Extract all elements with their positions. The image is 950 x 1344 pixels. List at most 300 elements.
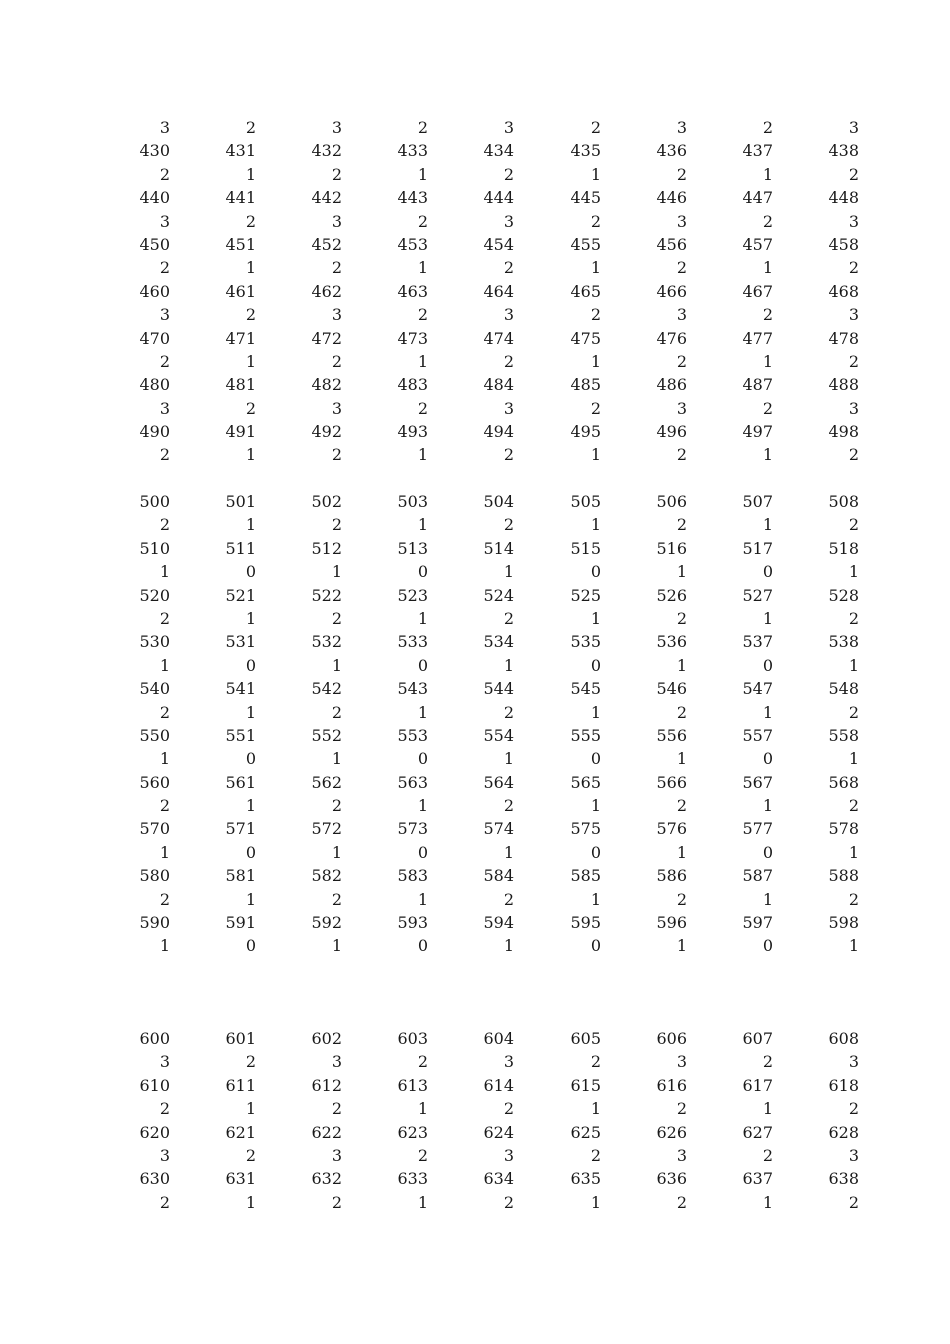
table-cell: 1	[590, 445, 601, 465]
table-cell: 506	[656, 492, 687, 511]
table-row	[0, 724, 950, 747]
table-cell: 521	[225, 585, 256, 605]
table-row	[0, 1191, 950, 1214]
table-cell: 1	[762, 1099, 773, 1119]
table-cell: 455	[570, 234, 601, 254]
table-cell: 520	[139, 585, 170, 605]
table-cell: 2	[159, 1192, 170, 1212]
table-cell: 453	[397, 234, 428, 254]
table-cell: 1	[503, 842, 514, 862]
table-cell: 1	[590, 796, 601, 816]
table-cell: 535	[570, 632, 601, 652]
table-cell: 578	[828, 819, 859, 839]
table-cell: 2	[590, 305, 601, 325]
table-cell: 2	[159, 796, 170, 816]
table-cell: 1	[331, 936, 342, 956]
table-cell: 510	[139, 538, 170, 558]
table-cell: 507	[742, 492, 773, 511]
table-cell: 2	[331, 608, 342, 628]
table-cell: 522	[311, 585, 342, 605]
table-cell: 0	[245, 936, 256, 956]
table-cell: 1	[245, 351, 256, 371]
table-cell: 444	[483, 188, 514, 208]
table-cell: 618	[828, 1075, 859, 1095]
table-cell: 2	[676, 702, 687, 722]
table-cell: 1	[331, 749, 342, 769]
table-cell: 594	[483, 913, 514, 933]
table-cell: 3	[848, 118, 859, 137]
table-cell: 532	[311, 632, 342, 652]
table-cell: 611	[225, 1075, 256, 1095]
table-cell: 1	[245, 889, 256, 909]
table-cell: 2	[762, 1052, 773, 1072]
table-cell: 442	[311, 188, 342, 208]
table-cell: 604	[483, 1029, 514, 1048]
table-cell: 430	[139, 141, 170, 161]
table-cell: 1	[159, 655, 170, 675]
table-row	[0, 397, 950, 420]
table-row	[0, 1097, 950, 1120]
table-cell: 573	[397, 819, 428, 839]
table-row	[0, 186, 950, 209]
table-cell: 536	[656, 632, 687, 652]
table-cell: 575	[570, 819, 601, 839]
table-cell: 634	[483, 1169, 514, 1189]
table-cell: 2	[417, 1145, 428, 1165]
table-cell: 0	[762, 842, 773, 862]
table-cell: 451	[225, 234, 256, 254]
table-cell: 463	[397, 281, 428, 301]
table-cell: 474	[483, 328, 514, 348]
table-cell: 480	[139, 375, 170, 395]
table-cell: 2	[848, 445, 859, 465]
table-cell: 588	[828, 866, 859, 886]
table-cell: 581	[225, 866, 256, 886]
table-cell: 1	[590, 1099, 601, 1119]
table-cell: 1	[503, 562, 514, 582]
table-cell: 0	[762, 749, 773, 769]
table-cell: 462	[311, 281, 342, 301]
table-cell: 613	[397, 1075, 428, 1095]
table-cell: 580	[139, 866, 170, 886]
table-cell: 512	[311, 538, 342, 558]
table-cell: 482	[311, 375, 342, 395]
table-cell: 493	[397, 422, 428, 442]
table-cell: 2	[503, 1099, 514, 1119]
table-cell: 568	[828, 772, 859, 792]
table-cell: 597	[742, 913, 773, 933]
table-cell: 500	[139, 492, 170, 511]
table-cell: 2	[503, 889, 514, 909]
table-cell: 1	[417, 702, 428, 722]
table-cell: 1	[159, 842, 170, 862]
table-row	[0, 701, 950, 724]
table-cell: 2	[245, 211, 256, 231]
table-row	[0, 794, 950, 817]
table-cell: 582	[311, 866, 342, 886]
table-cell: 1	[417, 889, 428, 909]
table-cell: 3	[848, 211, 859, 231]
table-cell: 591	[225, 913, 256, 933]
table-cell: 1	[245, 445, 256, 465]
table-cell: 1	[417, 796, 428, 816]
table-cell: 3	[159, 1052, 170, 1072]
table-cell: 461	[225, 281, 256, 301]
table-cell: 2	[676, 515, 687, 535]
table-cell: 1	[676, 655, 687, 675]
table-cell: 3	[848, 1052, 859, 1072]
table-cell: 505	[570, 492, 601, 511]
table-cell: 1	[503, 936, 514, 956]
table-cell: 2	[159, 515, 170, 535]
table-row	[0, 654, 950, 677]
table-cell: 2	[848, 515, 859, 535]
table-row	[0, 817, 950, 840]
table-cell: 2	[503, 515, 514, 535]
table-cell: 585	[570, 866, 601, 886]
table-cell: 1	[848, 562, 859, 582]
table-cell: 558	[828, 725, 859, 745]
table-row	[0, 327, 950, 350]
table-cell: 464	[483, 281, 514, 301]
table-cell: 0	[590, 842, 601, 862]
table-cell: 2	[159, 702, 170, 722]
table-cell: 0	[762, 655, 773, 675]
table-cell: 2	[590, 118, 601, 137]
table-cell: 0	[762, 936, 773, 956]
number-block-3	[0, 1027, 950, 1214]
table-cell: 543	[397, 679, 428, 699]
table-row	[0, 841, 950, 864]
table-cell: 2	[676, 608, 687, 628]
table-cell: 2	[417, 1052, 428, 1072]
table-cell: 431	[225, 141, 256, 161]
table-cell: 0	[245, 562, 256, 582]
table-cell: 555	[570, 725, 601, 745]
table-cell: 483	[397, 375, 428, 395]
table-cell: 550	[139, 725, 170, 745]
table-cell: 2	[762, 1145, 773, 1165]
table-cell: 3	[159, 118, 170, 137]
table-cell: 441	[225, 188, 256, 208]
table-cell: 470	[139, 328, 170, 348]
table-cell: 2	[676, 1099, 687, 1119]
table-row	[0, 139, 950, 162]
table-cell: 0	[590, 749, 601, 769]
table-cell: 498	[828, 422, 859, 442]
table-cell: 2	[848, 164, 859, 184]
table-cell: 1	[590, 702, 601, 722]
table-cell: 2	[503, 445, 514, 465]
table-cell: 447	[742, 188, 773, 208]
table-cell: 1	[676, 562, 687, 582]
table-cell: 3	[848, 1145, 859, 1165]
table-cell: 1	[245, 515, 256, 535]
table-cell: 2	[676, 258, 687, 278]
table-cell: 515	[570, 538, 601, 558]
table-cell: 476	[656, 328, 687, 348]
table-cell: 2	[590, 211, 601, 231]
table-cell: 477	[742, 328, 773, 348]
table-cell: 2	[331, 889, 342, 909]
table-cell: 561	[225, 772, 256, 792]
table-cell: 481	[225, 375, 256, 395]
table-cell: 564	[483, 772, 514, 792]
table-cell: 2	[848, 796, 859, 816]
table-cell: 1	[245, 164, 256, 184]
table-cell: 1	[848, 655, 859, 675]
table-cell: 2	[331, 164, 342, 184]
table-cell: 2	[159, 445, 170, 465]
table-cell: 487	[742, 375, 773, 395]
table-cell: 478	[828, 328, 859, 348]
table-cell: 1	[590, 889, 601, 909]
table-cell: 2	[503, 1192, 514, 1212]
table-cell: 1	[159, 936, 170, 956]
table-cell: 2	[331, 1099, 342, 1119]
table-cell: 1	[245, 796, 256, 816]
table-cell: 631	[225, 1169, 256, 1189]
table-cell: 0	[417, 749, 428, 769]
table-cell: 456	[656, 234, 687, 254]
table-row	[0, 888, 950, 911]
table-cell: 556	[656, 725, 687, 745]
table-cell: 620	[139, 1122, 170, 1142]
table-cell: 1	[417, 445, 428, 465]
table-cell: 2	[245, 1052, 256, 1072]
table-cell: 567	[742, 772, 773, 792]
table-cell: 2	[245, 398, 256, 418]
table-cell: 2	[159, 164, 170, 184]
table-cell: 2	[762, 118, 773, 137]
table-cell: 445	[570, 188, 601, 208]
table-cell: 458	[828, 234, 859, 254]
table-row	[0, 513, 950, 536]
table-cell: 2	[762, 211, 773, 231]
table-cell: 596	[656, 913, 687, 933]
table-cell: 1	[331, 655, 342, 675]
table-cell: 552	[311, 725, 342, 745]
table-cell: 457	[742, 234, 773, 254]
table-cell: 452	[311, 234, 342, 254]
table-row	[0, 163, 950, 186]
table-cell: 554	[483, 725, 514, 745]
table-cell: 612	[311, 1075, 342, 1095]
table-cell: 1	[762, 608, 773, 628]
table-cell: 495	[570, 422, 601, 442]
table-cell: 623	[397, 1122, 428, 1142]
table-cell: 636	[656, 1169, 687, 1189]
table-cell: 523	[397, 585, 428, 605]
table-row	[0, 233, 950, 256]
table-cell: 488	[828, 375, 859, 395]
table-cell: 3	[676, 118, 687, 137]
table-cell: 3	[503, 211, 514, 231]
table-cell: 624	[483, 1122, 514, 1142]
table-cell: 1	[676, 936, 687, 956]
table-cell: 491	[225, 422, 256, 442]
table-cell: 1	[590, 351, 601, 371]
table-cell: 576	[656, 819, 687, 839]
table-cell: 548	[828, 679, 859, 699]
table-cell: 448	[828, 188, 859, 208]
table-cell: 2	[331, 1192, 342, 1212]
table-cell: 3	[676, 1052, 687, 1072]
table-cell: 632	[311, 1169, 342, 1189]
table-cell: 436	[656, 141, 687, 161]
table-cell: 504	[483, 492, 514, 511]
table-cell: 2	[676, 445, 687, 465]
table-cell: 583	[397, 866, 428, 886]
table-cell: 472	[311, 328, 342, 348]
table-cell: 2	[762, 398, 773, 418]
table-cell: 3	[331, 1145, 342, 1165]
table-cell: 0	[417, 562, 428, 582]
table-row	[0, 934, 950, 957]
table-cell: 2	[503, 258, 514, 278]
table-row	[0, 1050, 950, 1073]
table-cell: 3	[503, 118, 514, 137]
table-row	[0, 210, 950, 233]
table-cell: 560	[139, 772, 170, 792]
table-cell: 1	[590, 1192, 601, 1212]
table-cell: 562	[311, 772, 342, 792]
table-cell: 2	[417, 305, 428, 325]
table-cell: 2	[417, 211, 428, 231]
table-cell: 566	[656, 772, 687, 792]
table-cell: 2	[848, 702, 859, 722]
table-row	[0, 747, 950, 770]
table-cell: 486	[656, 375, 687, 395]
table-cell: 1	[848, 936, 859, 956]
table-cell: 516	[656, 538, 687, 558]
table-cell: 2	[503, 796, 514, 816]
table-cell: 600	[139, 1029, 170, 1048]
table-cell: 570	[139, 819, 170, 839]
table-cell: 2	[245, 305, 256, 325]
table-cell: 1	[676, 842, 687, 862]
table-cell: 433	[397, 141, 428, 161]
table-cell: 1	[590, 608, 601, 628]
table-cell: 460	[139, 281, 170, 301]
table-cell: 530	[139, 632, 170, 652]
table-cell: 1	[245, 258, 256, 278]
table-cell: 2	[159, 1099, 170, 1119]
table-cell: 2	[331, 445, 342, 465]
table-cell: 621	[225, 1122, 256, 1142]
table-cell: 443	[397, 188, 428, 208]
table-cell: 538	[828, 632, 859, 652]
table-row	[0, 1144, 950, 1167]
table-cell: 2	[676, 164, 687, 184]
table-cell: 2	[590, 1145, 601, 1165]
table-cell: 592	[311, 913, 342, 933]
table-cell: 473	[397, 328, 428, 348]
table-cell: 471	[225, 328, 256, 348]
table-cell: 484	[483, 375, 514, 395]
table-cell: 1	[245, 702, 256, 722]
table-cell: 0	[245, 749, 256, 769]
table-cell: 2	[503, 702, 514, 722]
table-cell: 497	[742, 422, 773, 442]
table-cell: 3	[159, 1145, 170, 1165]
table-cell: 2	[503, 351, 514, 371]
table-cell: 0	[590, 936, 601, 956]
table-row	[0, 560, 950, 583]
table-cell: 2	[331, 702, 342, 722]
table-cell: 434	[483, 141, 514, 161]
number-block-2	[0, 490, 950, 958]
table-row	[0, 864, 950, 887]
table-cell: 2	[676, 351, 687, 371]
table-cell: 0	[762, 562, 773, 582]
table-cell: 466	[656, 281, 687, 301]
table-cell: 534	[483, 632, 514, 652]
table-row	[0, 490, 950, 513]
table-cell: 1	[762, 515, 773, 535]
table-cell: 0	[245, 842, 256, 862]
table-cell: 622	[311, 1122, 342, 1142]
table-cell: 638	[828, 1169, 859, 1189]
table-cell: 1	[417, 608, 428, 628]
table-cell: 1	[762, 258, 773, 278]
table-cell: 518	[828, 538, 859, 558]
table-cell: 432	[311, 141, 342, 161]
table-cell: 0	[417, 655, 428, 675]
table-row	[0, 373, 950, 396]
table-cell: 2	[848, 889, 859, 909]
table-cell: 574	[483, 819, 514, 839]
table-cell: 605	[570, 1029, 601, 1048]
table-cell: 3	[503, 1145, 514, 1165]
table-cell: 528	[828, 585, 859, 605]
table-cell: 468	[828, 281, 859, 301]
table-row	[0, 1027, 950, 1050]
table-cell: 3	[503, 398, 514, 418]
table-cell: 603	[397, 1029, 428, 1048]
table-cell: 625	[570, 1122, 601, 1142]
table-row	[0, 303, 950, 326]
table-cell: 1	[245, 608, 256, 628]
table-cell: 540	[139, 679, 170, 699]
table-cell: 485	[570, 375, 601, 395]
table-row	[0, 1167, 950, 1190]
table-cell: 2	[676, 796, 687, 816]
table-cell: 1	[245, 1192, 256, 1212]
table-cell: 610	[139, 1075, 170, 1095]
table-cell: 607	[742, 1029, 773, 1048]
table-cell: 3	[331, 398, 342, 418]
table-cell: 635	[570, 1169, 601, 1189]
table-cell: 542	[311, 679, 342, 699]
table-cell: 3	[848, 398, 859, 418]
table-cell: 2	[159, 889, 170, 909]
number-block-1	[0, 116, 950, 467]
table-cell: 438	[828, 141, 859, 161]
table-row	[0, 1121, 950, 1144]
table-cell: 1	[245, 1099, 256, 1119]
table-cell: 547	[742, 679, 773, 699]
table-cell: 2	[676, 1192, 687, 1212]
table-cell: 1	[417, 258, 428, 278]
table-cell: 1	[762, 445, 773, 465]
table-cell: 584	[483, 866, 514, 886]
table-cell: 615	[570, 1075, 601, 1095]
table-row	[0, 116, 950, 139]
table-cell: 1	[159, 749, 170, 769]
table-cell: 454	[483, 234, 514, 254]
table-cell: 2	[245, 1145, 256, 1165]
